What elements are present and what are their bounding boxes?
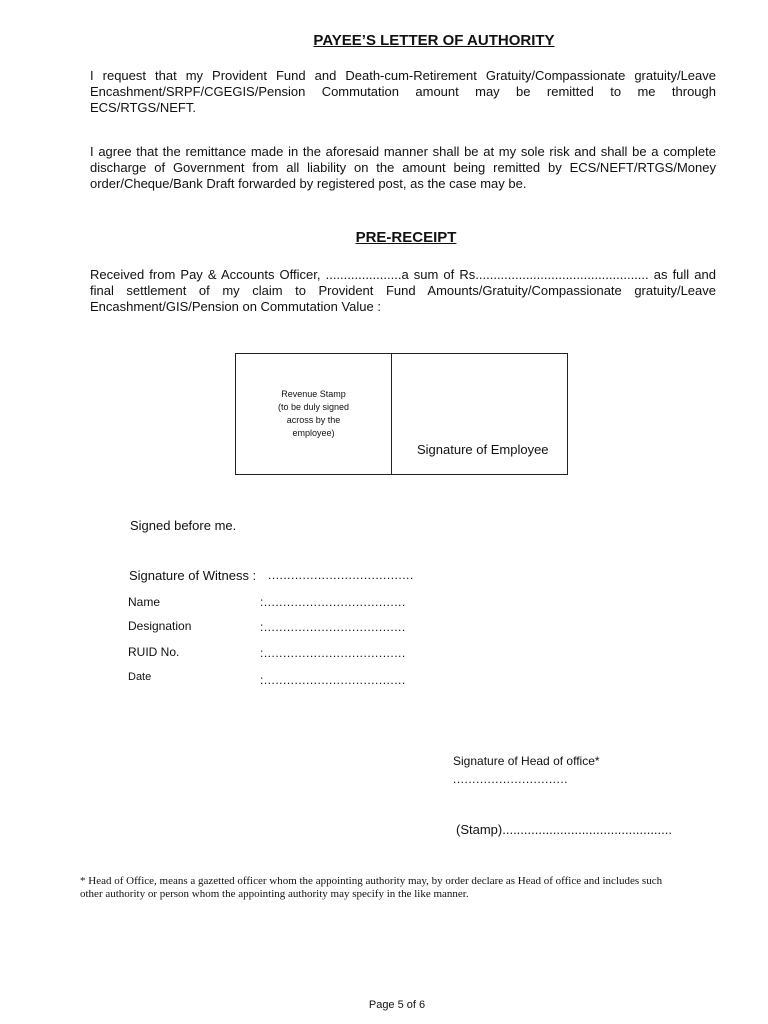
revenue-stamp-line: Revenue Stamp xyxy=(281,389,346,399)
page-title: PAYEE’S LETTER OF AUTHORITY xyxy=(313,32,555,49)
revenue-stamp-box xyxy=(235,353,568,475)
revenue-stamp-line: across by the xyxy=(286,415,341,425)
revenue-stamp-line: (to be duly signed xyxy=(277,402,350,412)
witness-date-field[interactable]: :..................................... xyxy=(260,673,406,687)
witness-date-label: Date xyxy=(128,671,152,683)
employee-signature-label: Signature of Employee xyxy=(417,442,549,457)
witness-name-field[interactable]: :..................................... xyxy=(260,595,406,609)
signed-before-me: Signed before me. xyxy=(130,518,237,533)
witness-name-label: Name xyxy=(128,595,161,609)
office-stamp-field[interactable]: (Stamp)............................................... xyxy=(456,822,672,837)
stamp-box-divider xyxy=(391,354,392,474)
witness-designation-label: Designation xyxy=(128,619,192,633)
witness-ruid-label: RUID No. xyxy=(128,645,180,659)
head-of-office-signature-line[interactable]: .............................. xyxy=(453,772,569,786)
witness-signature-line[interactable]: ...................................... xyxy=(268,568,414,582)
witness-designation-field[interactable]: :..................................... xyxy=(260,620,406,634)
pre-receipt-text: Received from Pay & Accounts Officer, .....................a sum of Rs................................................ as full and final settlement of my claim to Provident Fund Amounts/Gratuity/Compassionate gratuity/Leave Encashment/GIS/Pension on Commutation Value : xyxy=(90,267,716,314)
revenue-stamp-line: employee) xyxy=(292,428,335,438)
page-number: Page 5 of 6 xyxy=(368,999,426,1011)
agreement-paragraph: I agree that the remittance made in the aforesaid manner shall be at my sole risk and shall be a complete discharge of Government from all liability on the amount being remitted by ECS/NEFT/RTGS/Money order/Cheque/Bank Draft forwarded by registered post, as the case may be. xyxy=(90,144,716,191)
revenue-stamp-label xyxy=(236,388,391,440)
pre-receipt-title: PRE-RECEIPT xyxy=(355,229,457,246)
head-of-office-signature-label: Signature of Head of office* xyxy=(453,754,600,768)
request-paragraph: I request that my Provident Fund and Death-cum-Retirement Gratuity/Compassionate gratuity/Leave Encashment/SRPF/CGEGIS/Pension Commutation amount may be remitted to me through ECS/RTGS/NEFT. xyxy=(90,68,716,115)
witness-signature-label: Signature of Witness : xyxy=(129,568,257,583)
witness-ruid-field[interactable]: :..................................... xyxy=(260,646,406,660)
head-of-office-footnote: * Head of Office, means a gazetted officer whom the appointing authority may, by order declare as Head of office and includes such other authority or person whom the appointing authority may specify in the like manner. xyxy=(80,875,663,900)
